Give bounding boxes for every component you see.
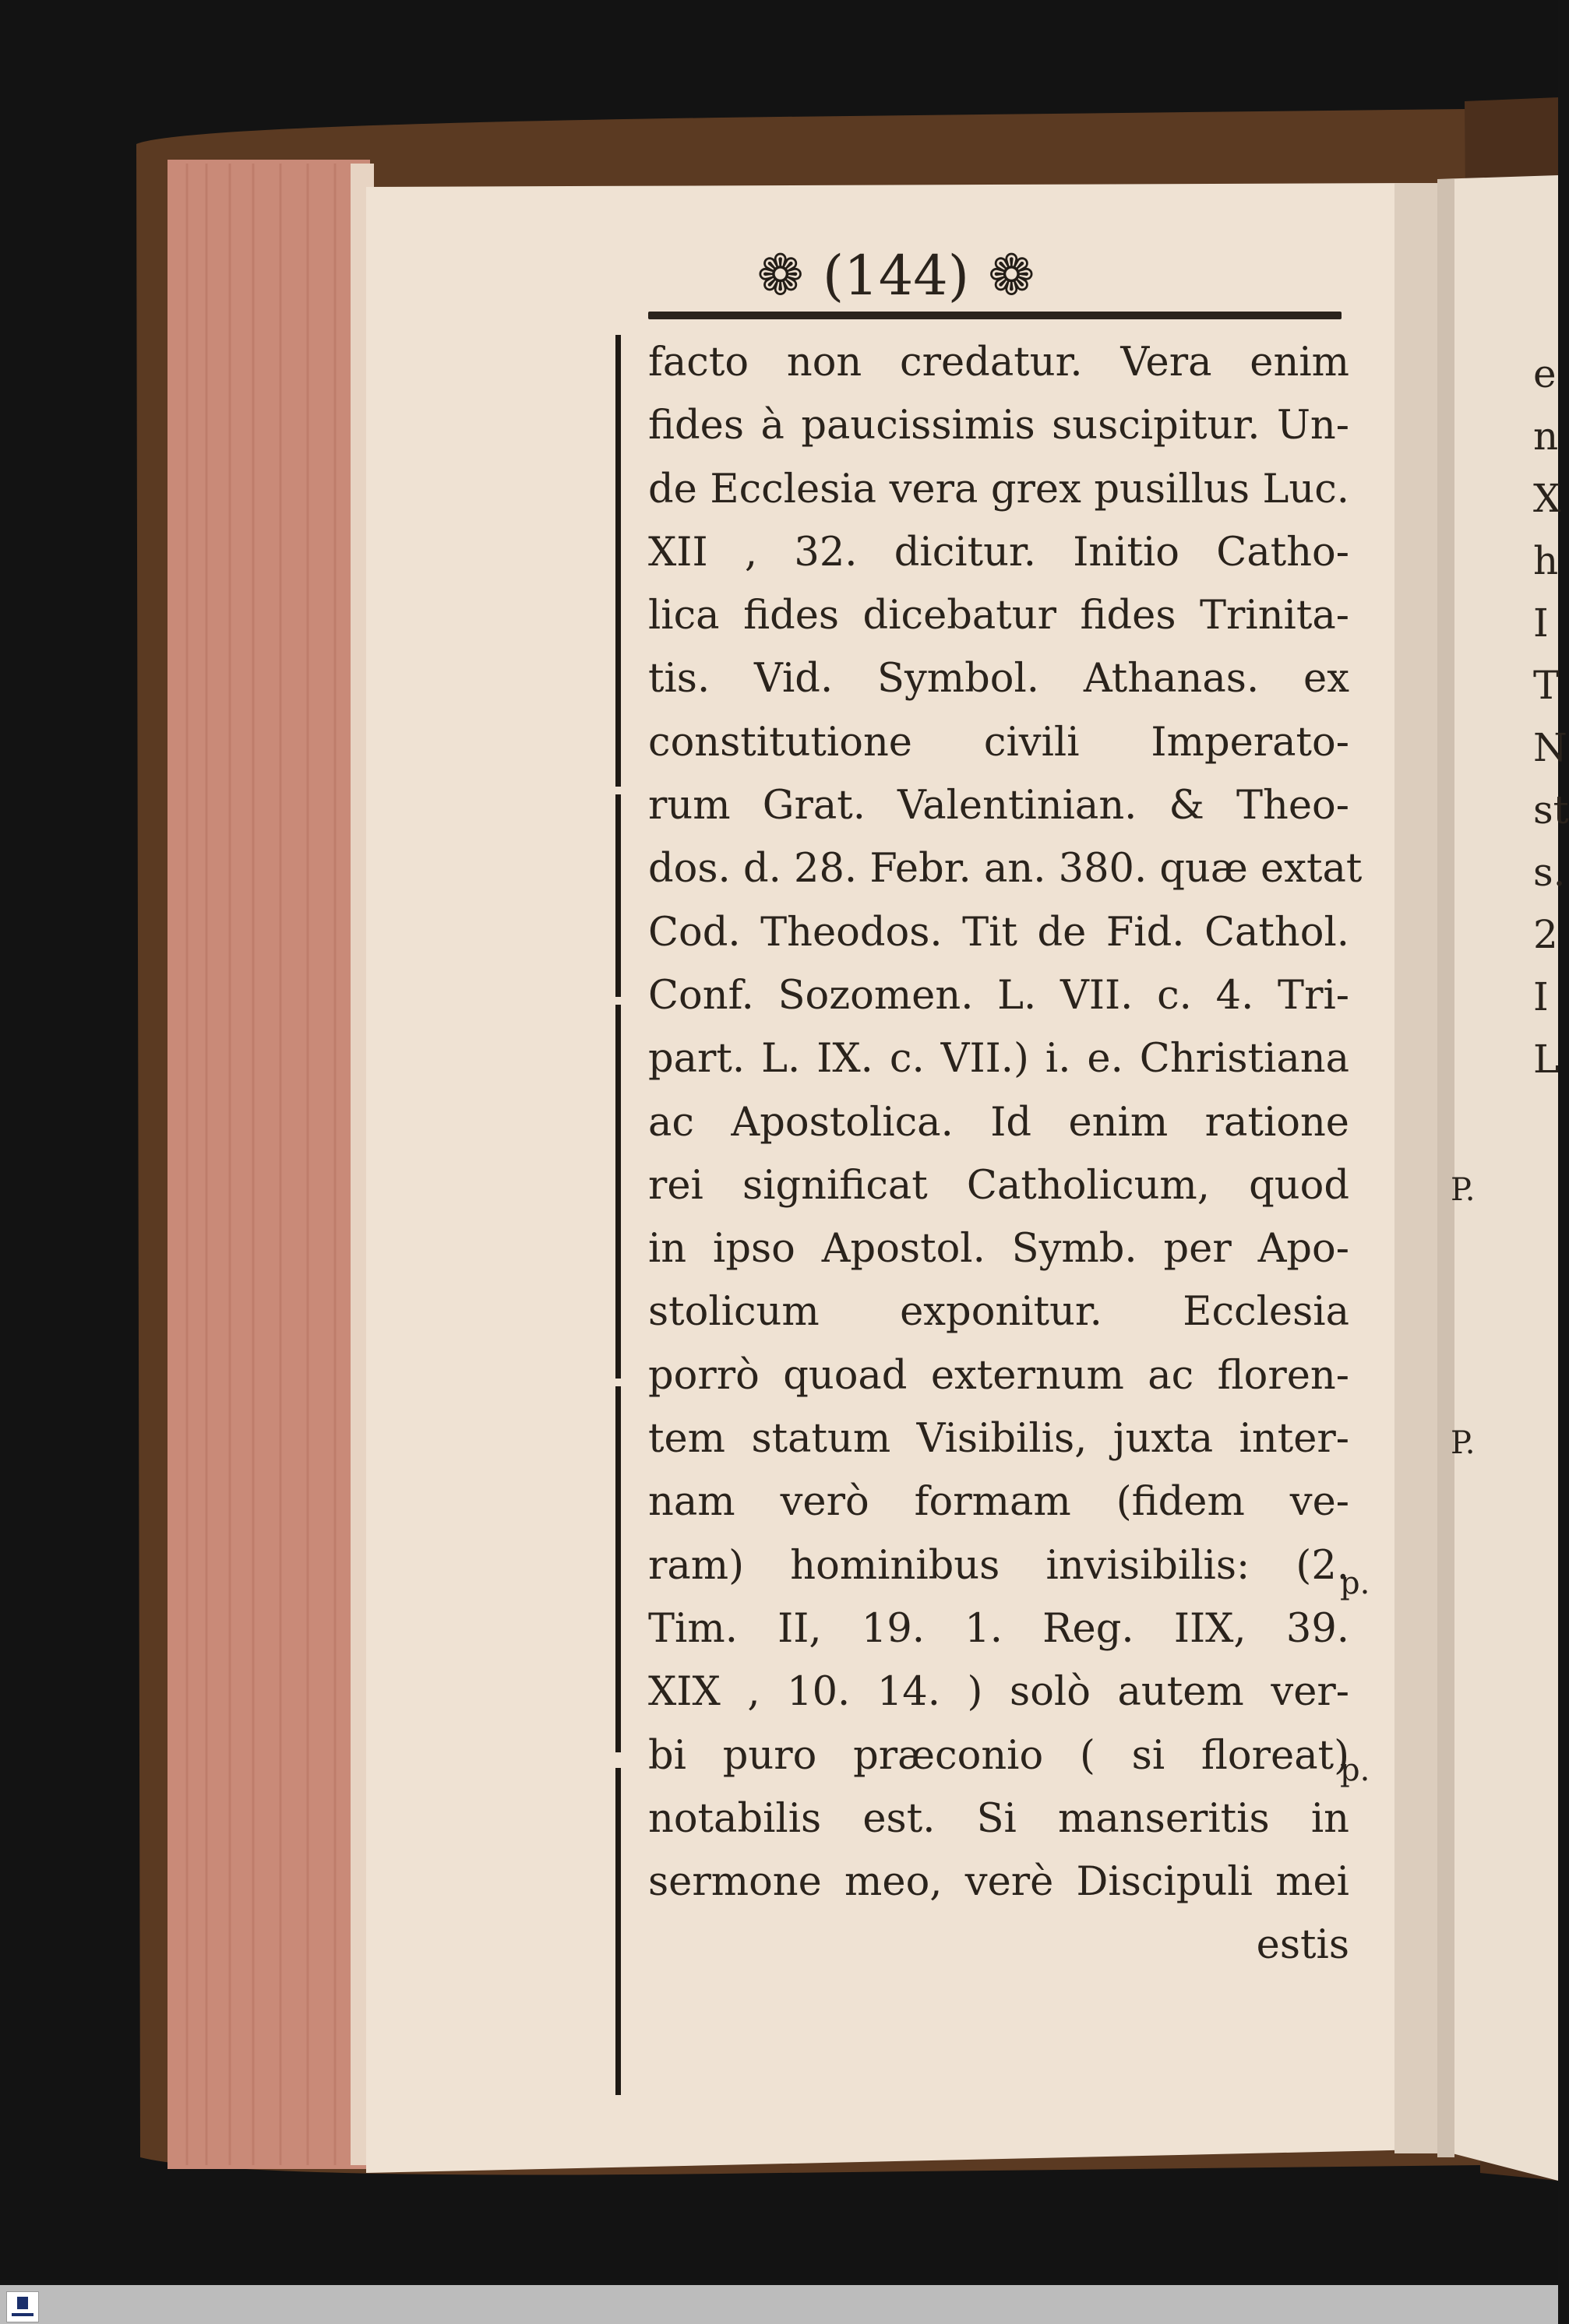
right-margin-mark: P. — [1451, 1425, 1476, 1461]
ornament-flower-icon: ❁ — [756, 242, 804, 308]
text-line: part. L. IX. c. VII.) i. e. Christiana — [648, 1036, 1349, 1083]
catchword: estis — [1256, 1922, 1349, 1969]
right-margin-mark: P. — [1451, 1172, 1476, 1208]
margin-bar — [615, 1386, 621, 1752]
body-text — [648, 331, 1363, 1977]
text-line: tem statum Visibilis, juxta inter- — [648, 1416, 1349, 1463]
edge-letter: I — [1533, 600, 1549, 646]
ornament-flower-icon: ❁ — [988, 242, 1035, 308]
text-line: ac Apostolica. Id enim ratione — [648, 1099, 1349, 1146]
margin-bar — [615, 794, 621, 997]
header-rule — [648, 312, 1342, 319]
edge-letter: s. — [1533, 850, 1566, 895]
margin-bar — [615, 1005, 621, 1379]
margin-bar — [615, 1768, 621, 2095]
text-line: dos. d. 28. Febr. an. 380. quæ extat — [648, 846, 1363, 893]
text-line: fides à paucissimis suscipitur. Un- — [648, 403, 1349, 449]
edge-letter: L — [1533, 1037, 1560, 1082]
edge-letter: n — [1533, 414, 1559, 459]
text-line: ram) hominibus invisibilis: (2. — [648, 1542, 1349, 1589]
text-line: notabilis est. Si manseritis in — [648, 1795, 1349, 1842]
text-line: nam verò formam (fidem ve- — [648, 1479, 1349, 1526]
margin-mark: p. — [1340, 1565, 1370, 1601]
page-header — [366, 240, 1426, 310]
edge-letter: 2 — [1533, 912, 1558, 957]
text-line: tis. Vid. Symbol. Athanas. ex — [648, 656, 1349, 702]
left-page — [366, 187, 1426, 2173]
edge-letter: X — [1533, 476, 1561, 521]
edge-letter: N — [1533, 725, 1567, 770]
text-line: rum Grat. Valentinian. & Theo- — [648, 783, 1349, 829]
viewer-bottom-bar — [0, 2285, 1558, 2324]
text-line: de Ecclesia vera grex pusillus Luc. — [648, 466, 1349, 512]
right-page-edge-text — [1533, 343, 1569, 1090]
edge-letter: h — [1533, 538, 1559, 583]
text-line: XII , 32. dicitur. Initio Catho- — [648, 529, 1349, 576]
margin-bar — [615, 335, 621, 787]
margin-mark: p. — [1340, 1752, 1370, 1788]
text-line: stolicum exponitur. Ecclesia — [648, 1289, 1349, 1336]
text-line: Tim. II, 19. 1. Reg. IIX, 39. — [648, 1605, 1349, 1652]
text-line: sermone meo, verè Discipuli mei — [648, 1859, 1349, 1906]
text-line: porrò quoad externum ac floren- — [648, 1352, 1349, 1399]
library-logo-icon — [6, 2291, 39, 2322]
edge-letter: T — [1533, 663, 1560, 708]
edge-letter: I — [1533, 974, 1549, 1019]
text-line: in ipso Apostol. Symb. per Apo- — [648, 1226, 1349, 1273]
text-line: Cod. Theodos. Tit de Fid. Cathol. — [648, 909, 1349, 956]
page-number: (144) — [822, 244, 970, 308]
text-line: Conf. Sozomen. L. VII. c. 4. Tri- — [648, 972, 1349, 1019]
text-line: lica fides dicebatur fides Trinita- — [648, 593, 1349, 639]
text-line: facto non credatur. Vera enim — [648, 340, 1349, 386]
text-line: rei significat Catholicum, quod — [648, 1162, 1349, 1209]
edge-letter: st — [1533, 787, 1569, 833]
edge-letter: e — [1533, 351, 1557, 396]
text-line: XIX , 10. 14. ) solò autem ver- — [648, 1669, 1349, 1716]
text-line: constitutione civili Imperato- — [648, 719, 1349, 766]
text-line: bi puro præconio ( si floreat) — [648, 1732, 1349, 1779]
